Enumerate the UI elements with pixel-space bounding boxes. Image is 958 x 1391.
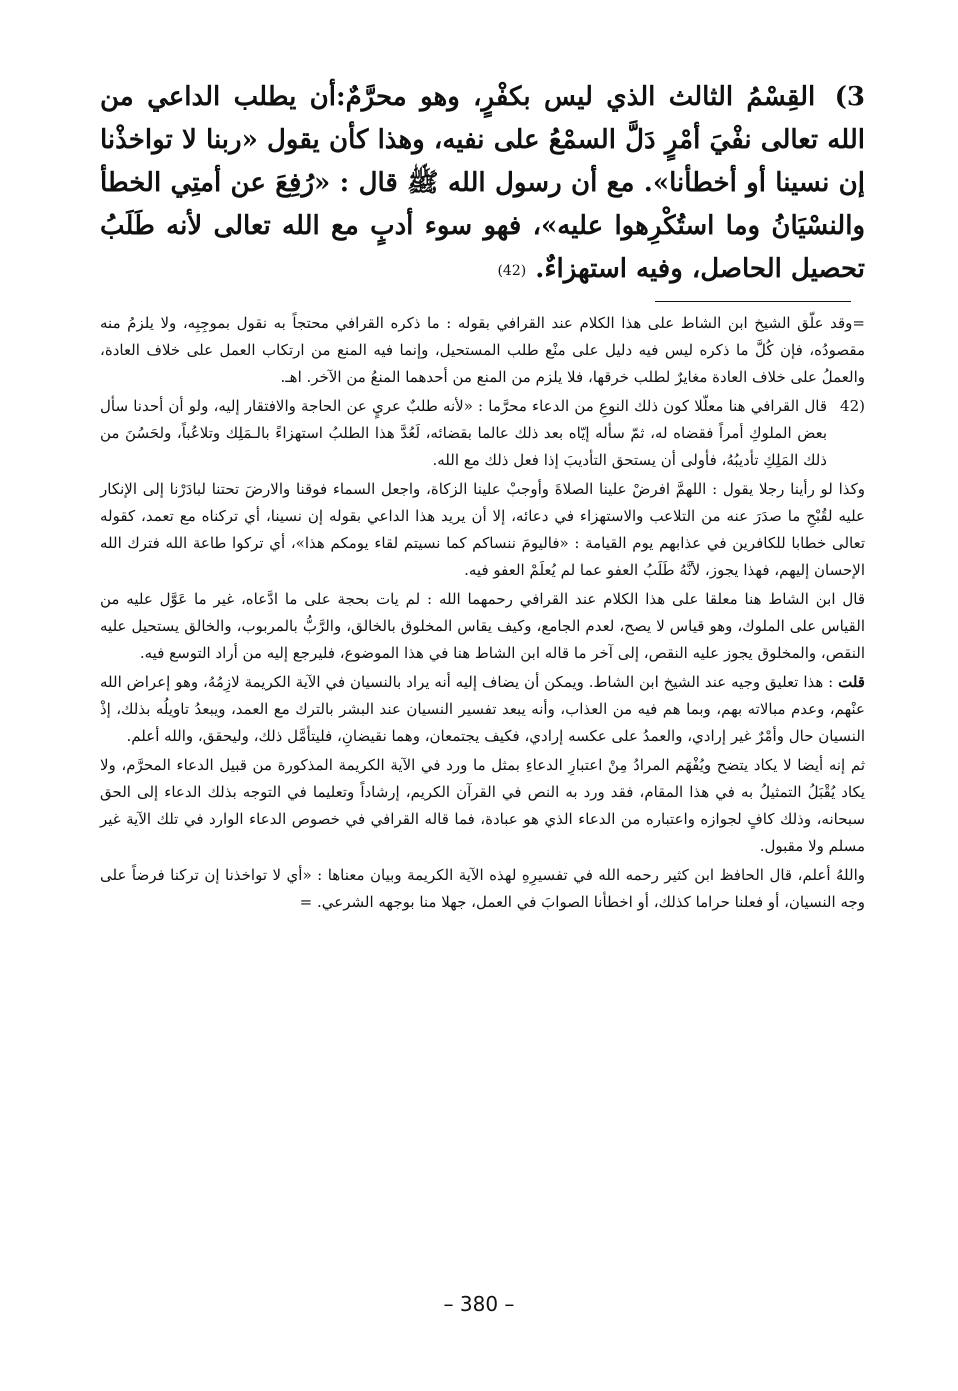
footnote-continuation: =وقد علّق الشيخ ابن الشاط على هذا الكلام عند القرافي بقوله : ما ذكره القرافي محتجاً به نقول بموجِبِه، ولا يلزمُ منه مقصودُه، فإن كُلَّ ما ذكره ليس فيه دليل على منْع طلب المستحيل، وإنما فيه المنع من ارتكاب العمل على خلاف العادة، والعملُ على خلاف العادة مغايرٌ لطلب خرقها، فلا يلزم من المنع من أحدهما المنعُ من الآخر. اهـ. [100,314,865,386]
footnote-reference: (42) [497,263,527,279]
main-text [100,76,865,293]
footnote-text: قال القرافي هنا معلّلا كون ذلك النوعِ من الدعاء محرَّما : «لأنه طلبٌ عريٍ عن الحاجة والافتقار إليه، ولو أن أحدنا سأل بعض الملوكِ أمراً فقضاه له، ثمّ سأله إيّاه بعد ذلك عالما بقضائه، لَعُدَّ هذا الطلبُ استهزاءً بالـمَلِك وتلاعُباً، ولحَسُنَ من ذلك المَلِكِ تأديبُهُ، فأولى أن يستحق التأديبَ إذا فعل ذلك مع الله. [100,397,827,469]
footnote-42 [100,393,865,476]
page-number: – 380 – [443,1292,515,1316]
footnote-paragraph: وكذا لو رأينا رجلا يقول : اللهمَّ افرضْ علينا الصلاةَ وأوجبْ علينا الزكاة، واجعل السماء فوقنا والارضَ تحتنا لبادَرْنا إلى الإنكار عليه لقُبْحِ ما صدَرَ عنه من التلاعب والاستهزاء في دعائه، إلا أن يريد هذا الداعي بقوله إن نسينا، أي تركناه مع تعمد، كقوله تعالى خطابا للكافرين في عذابهم يوم القيامة : «فاليومَ ننساكم كما نسيتم لقاء يومكم هذا»، أي تركوا طاعة الله فترك الله الإحسان إليهم، فهذا يجوز، لأنَّهُ طَلَبُ العفو عما لم يُعلَمْ العفو فيه. [100,480,865,579]
main-paragraph [100,76,865,293]
footnotes [100,310,865,918]
qult-label: قلت [838,673,865,691]
qult-text: : هذا تعليق وجيه عند الشيخ ابن الشاط. ويمكن أن يضاف إليه أنه يراد بالنسيان في الآية الكريمة لازِمُهُ، وهو إعراض الله عنْهم، وعدم مبالاته بهم، وبما هم فيه من العذاب، وأنه يبعد تفسير النسيان عند البشر بالترك مع العمد، ويبعدُ تاويلُه بذلك، إذْ النسيان حال وأمْرٌ غير إرادي، والعمدُ على عكسه إرادي، فكيف يجتمعان، وهما نقيضانِ، فليتأمَّل ذلك، وليحقق، والله أعلم. [100,673,865,745]
footnote-paragraph: واللهُ أعلم، قال الحافظ ابن كثير رحمه الله في تفسيرِهِ لهذه الآية الكريمة وبيان معناها : «أي لا تواخذنا إن تركنا فرضاً على وجه النسيان، أو فعلنا حراما كذلك، أو اخطأنا الصوابَ في العمل، جهلا منا بوجهه الشرعي. = [100,866,865,911]
footnote-paragraph: قال ابن الشاط هنا معلقا على هذا الكلام عند القرافي رحمهما الله : لم يات بحجة على ما ادَّعاه، غير ما عَوَّل عليه من القياس على الملوك، وهو قياس لا يصح، لعدم الجامع، وكيف يقاس المخلوق بالخالق، والرَّبُّ بالمربوب، والخالق يستحيل عليه النقص، والمخلوق يجوز عليه النقص، إلى آخر ما قاله ابن الشاط هنا في هذا الموضوع، فليرجع إليه من أراد التوسع فيه. [100,590,865,662]
section-number: 3) [834,82,865,112]
footnote-paragraph: ثم إنه أيضا لا يكاد يتضح ويُفْهَم المرادُ مِنْ اعتبارِ الدعاءِ بمثل ما ورد في الآية الكريمة المذكورة من قبيل الدعاء المحرَّم، ولا يكاد يُقْبَلُ التمثيلُ به في هذا المقام، فقد ورد به النص في القرآن الكريم، إرشاداً وتعليما في التوجه بذلك الدعاء إلى الحق سبحانه، وذلك كافٍ لجوازه واعتباره من الدعاء الذي هو عبادة، فما قاله القرافي في خصوص الدعاء الوارد في تلك الآية غير مسلم ولا مقبول. [100,756,865,855]
footnote-separator [655,301,851,302]
qult-paragraph [100,669,865,750]
main-paragraph-text: القِسْمُ الثالث الذي ليس بكفْرٍ، وهو محرَّمٌ:أن يطلب الداعي من الله تعالى نفْيَ أمْرٍ دَلَّ السمْعُ على نفيه، وهذا كأن يقول «ربنا لا تواخذْنا إن نسينا أو أخطأنا». مع أن رسول الله ﷺ قال : «رُفِعَ عن أمتِي الخطأ والنسْيَانُ وما استُكْرِهوا عليه»، فهو سوء أدبٍ مع الله تعالى لأنه طَلَبُ تحصيل الحاصل، وفيه استهزاءٌ. [100,82,865,284]
footnote-number: (42 [840,397,865,415]
